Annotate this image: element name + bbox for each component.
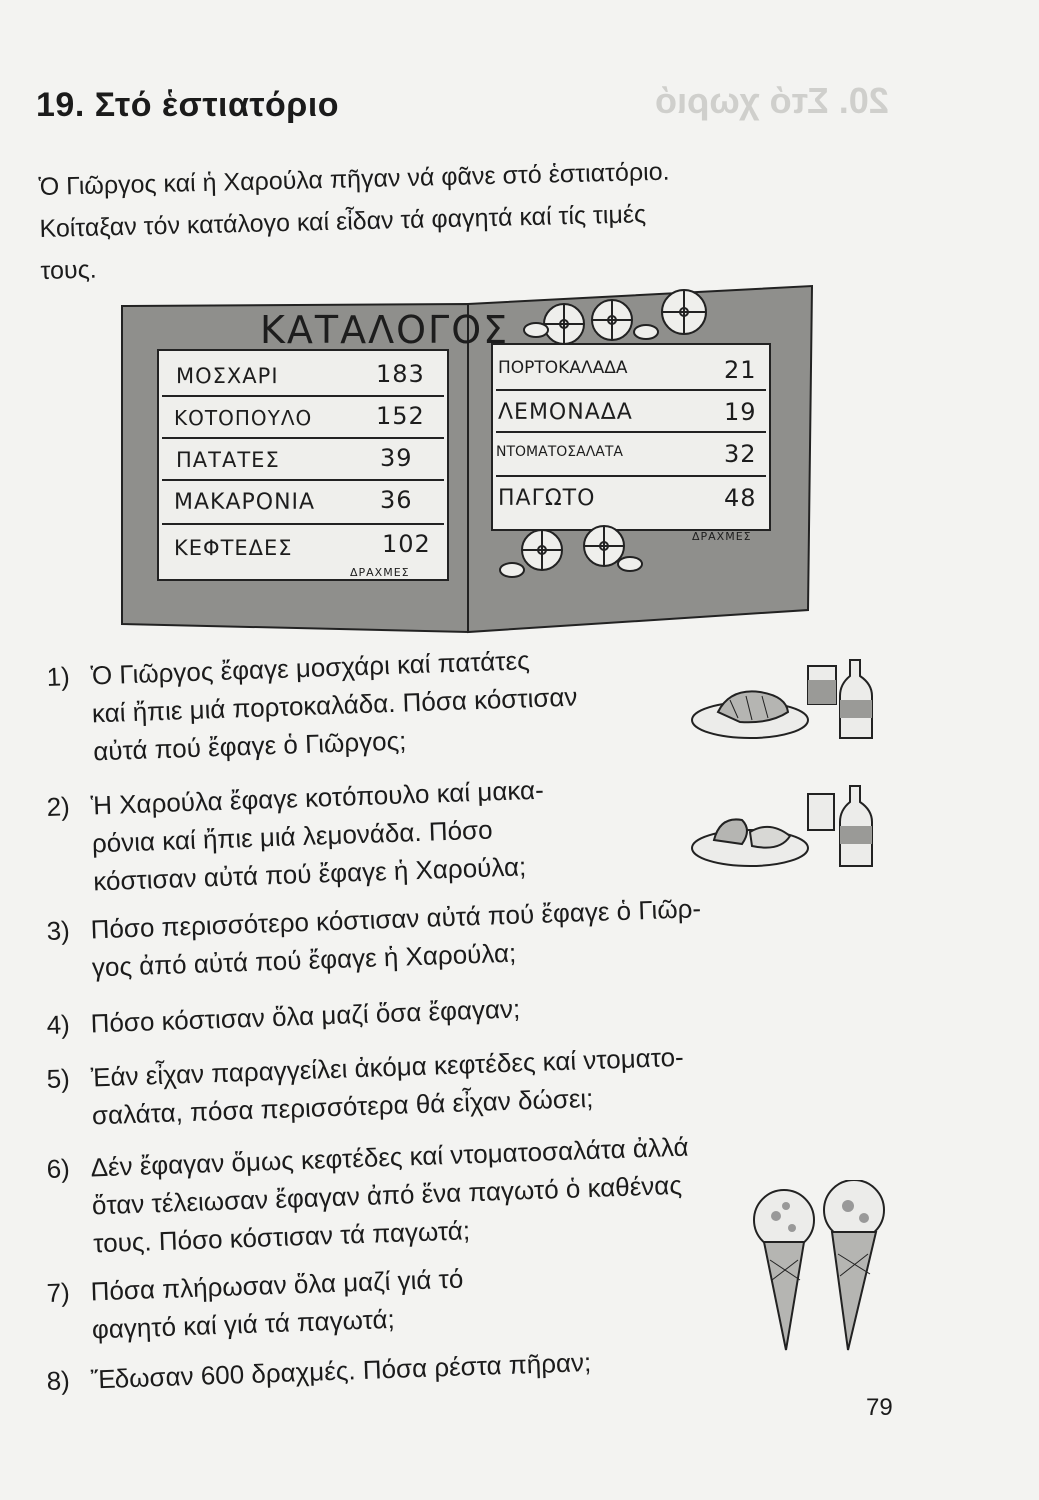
- question-line: φαγητό καί γιά τά παγωτά;: [91, 1303, 396, 1345]
- question-number: 4): [46, 1009, 71, 1040]
- menu-item-price: 32: [724, 440, 757, 468]
- question-number: 2): [46, 791, 71, 822]
- menu-item-name: ΠΟΡΤΟΚΑΛΑΔΑ: [498, 358, 628, 378]
- question-line: Ἐάν εἶχαν παραγγείλει ἀκόμα κεφτέδες καί ντοματο-: [90, 1041, 685, 1093]
- question-line: Ἔδωσαν 600 δραχμές. Πόσα ρέστα πῆραν;: [90, 1346, 592, 1395]
- question-line: Πόσα πλήρωσαν ὅλα μαζί γιά τό: [90, 1263, 464, 1307]
- menu-item-name: ΝΤΟΜΑΤΟΣΑΛΑΤΑ: [496, 444, 623, 460]
- menu-item-price: 39: [380, 444, 413, 472]
- question-line: γος ἀπό αὐτά πού ἔφαγε ἡ Χαρούλα;: [91, 937, 517, 983]
- question-line: Πόσο κόστισαν ὅλα μαζί ὅσα ἔφαγαν;: [90, 993, 521, 1039]
- question-line: Πόσο περισσότερο κόστισαν αὐτά πού ἔφαγε ὁ Γιῶρ-: [90, 893, 702, 945]
- menu-item-name: ΠΑΓΩΤΟ: [498, 486, 596, 511]
- question-line: τους. Πόσο κόστισαν τά παγωτά;: [92, 1215, 471, 1259]
- question-line: Δέν ἔφαγαν ὅμως κεφτέδες καί ντοματοσαλάτα ἀλλά: [90, 1131, 689, 1183]
- question-line: κόστισαν αὐτά πού ἔφαγε ἡ Χαρούλα;: [92, 851, 527, 897]
- menu-item-price: 183: [376, 360, 425, 388]
- menu-item-name: ΚΟΤΟΠΟΥΛΟ: [174, 406, 313, 430]
- beef-plate-icon: [690, 650, 890, 750]
- page-title: 19. Στό ἑστιατόριο: [36, 86, 340, 124]
- question-number: 5): [46, 1063, 71, 1094]
- question-line: καί ἤπιε μιά πορτοκαλάδα. Πόσα κόστισαν: [91, 681, 578, 729]
- question-number: 6): [46, 1153, 71, 1184]
- menu-item-price: 19: [724, 398, 757, 426]
- question-line: ὅταν τέλειωσαν ἔφαγαν ἀπό ἕνα παγωτό ὁ καθένας: [91, 1169, 683, 1221]
- menu-illustration: [118, 280, 818, 640]
- menu-item-name: ΛΕΜΟΝΑΔΑ: [498, 400, 633, 425]
- intro-line: Κοίταξαν τόν κατάλογο καί εἶδαν τά φαγητά καί τίς τιμές: [39, 200, 647, 243]
- menu-item-price: 21: [724, 356, 757, 384]
- menu-item-price: 48: [724, 484, 757, 512]
- question-item: [46, 1253, 648, 1350]
- intro-paragraph: [38, 145, 901, 292]
- question-line: σαλάτα, πόσα περισσότερα θά εἶχαν δώσει;: [91, 1082, 594, 1131]
- question-line: ρόνια καί ἤπιε μιά λεμονάδα. Πόσο: [91, 814, 494, 859]
- page-number: 79: [866, 1394, 893, 1421]
- question-line: Ἡ Χαρούλα ἔφαγε κοτόπουλο καί μακα-: [90, 774, 545, 821]
- chicken-plate-icon: [690, 780, 890, 880]
- menu-heading: ΚΑΤΑΛΟΓΟΣ: [260, 308, 510, 352]
- question-line: αὐτά πού ἔφαγε ὁ Γιῶργος;: [92, 725, 407, 767]
- ghost-heading: 20. Στό χωριό: [655, 80, 889, 121]
- menu-item-price: 152: [376, 402, 425, 430]
- menu-item-price: 36: [380, 486, 413, 514]
- menu-currency: ΔΡΑΧΜΕΣ: [692, 530, 752, 543]
- menu-item-price: 102: [382, 530, 431, 558]
- intro-line: τους.: [40, 255, 97, 285]
- question-item: [46, 1030, 908, 1136]
- menu-item-name: ΜΟΣΧΑΡΙ: [176, 364, 279, 388]
- menu-item-name: ΠΑΤΑΤΕΣ: [176, 448, 280, 472]
- question-number: 8): [46, 1365, 71, 1396]
- question-line: Ὁ Γιῶργος ἔφαγε μοσχάρι καί πατάτες: [90, 645, 531, 691]
- menu-item-name: ΜΑΚΑΡΟΝΙΑ: [174, 490, 316, 515]
- menu-currency: ΔΡΑΧΜΕΣ: [350, 566, 410, 579]
- question-number: 1): [46, 661, 71, 692]
- question-item: [46, 766, 690, 902]
- question-number: 7): [46, 1277, 71, 1308]
- menu-item-name: ΚΕΦΤΕΔΕΣ: [174, 536, 293, 560]
- question-number: 3): [46, 915, 71, 946]
- intro-line: Ὁ Γιῶργος καί ἡ Χαρούλα πῆγαν νά φᾶνε στό ἑστιατόριο.: [38, 157, 670, 201]
- question-item: [46, 882, 908, 988]
- question-item: [46, 636, 690, 772]
